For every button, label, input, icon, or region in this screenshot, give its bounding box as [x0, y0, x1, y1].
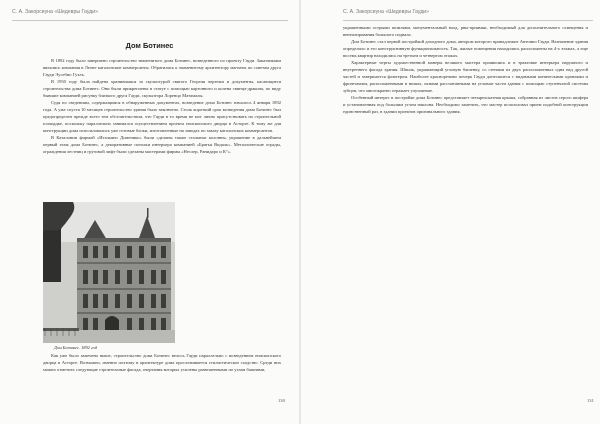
page-number: 131 [587, 398, 594, 403]
running-head: С. А. Закорсиуна «Шедевры Гауди» [343, 9, 430, 15]
paragraph: Характерные черты художественной манеры великого мастера проявились и в трактовке интерьера наружного и внутреннего фасада здания. Шпиль, украшающий угловую башенку, со стенами из двух расположенных одна над другой частей и завершается флюгером. Наиболее красноречиво почерк Гауди донесшиеся с видимыми коническими кровлями и фронтонами, расположенными в нишах, окнами рассчитанными на угловые части здания с помощью ступенчатой системы зубцов, что многократно отражает улучшение. [343, 60, 588, 94]
right-page [301, 0, 600, 424]
building-photo [43, 202, 175, 343]
paragraph: Судя по сведениям, содержащимся в обнаруженных документах, возведение дома Ботинес началось 4 января 1892 года. А уже спустя 10 месяцев строительство здания было закончено. Столь короткий срок возведения дома Ботинес был предопределен прежде всего тем обстоятельством, что Гауди в то время не мог лично присутствовать на строительной площадке, поскольку параллельно занимался осуществлением проекта епископского дворца в Асторге. К тому же для конструкции дома использовались уже готовые блоки, изготовленные на заводах по заказу каталонских коммерсантов. [43, 100, 281, 134]
header-rule [12, 20, 288, 21]
paragraph: В Каталонии фирмой «Итальяно Доменико» были сделаны также стальные колонны, украшение в дальнейшем первый этаж дома Ботинес, а декоративные потолки интерьера компанией «Братья Видаль». Металлические ограды, ограждения лестниц и грузовой лифт были сделаны мастерами фирмы «Неслер, Ранидаро и К°». [43, 135, 281, 155]
paragraph: украшенными острыми шпилями, монументальный вход, рвы-приямки, необходимый для дополнительного освещения и вентилирования большого подвала. [343, 25, 588, 38]
body-text-top [43, 57, 281, 155]
paragraph: Особенный интерес в постройке дома Ботинес представляет четырехскатная крыша, собранная из листов серого шифера и установленная под большим углом наклона. Необходимо заметить, что мастер использовал прием подобной конструкции единственный раз, в здании проектов оригинального здания. [343, 95, 588, 115]
body-text-bottom [43, 352, 281, 373]
body-text [343, 24, 588, 115]
photo-caption: Дом Ботинес. 1892 год [54, 345, 98, 350]
chapter-title: Дом Ботинес [125, 41, 174, 50]
left-page [0, 0, 299, 424]
header-rule [343, 20, 593, 21]
paragraph: Дом Ботинес стал первой постройкой доходного дома, автором которого принадлежит Антонио Гауди. Назначение здания определило и его конструктивную функциональность. Так, жилые помещения находились расположены на 4-х этажах, а еще восемь квартир находились на третьем и четвертом этажах. [343, 39, 588, 59]
paragraph: В 1892 году было завершено строительство знаменитого дома Ботинес, возведенного по проекту Гауди. Заказчиками являлись компания в Леоне каталонские коммерсанты. Обратились к знаменитому архитектору магнаты по советам друга Гауди Эусебио Гуэль. [43, 58, 281, 78]
page-number: 130 [278, 398, 285, 403]
running-head: С. А. Закорсиуна «Шедевры Гауди» [12, 9, 99, 15]
paragraph: В 1950 году была найдена хранившаяся за скульптурой святого Георгия чертежи и документы, касающиеся строительства дома Ботинес. Они были прикреплены в статуе с помощью картонного и колена свинца-дракона, по виду бывшие компанией рисунку близкого друга Гауди, скульптора Лоренцо Матамалы. [43, 79, 281, 99]
paragraph: Как уже было замечено выше, строительство дома Ботинес велось Гауди параллельно с возведением епископского дворца в Асторге. Возможно, именно поэтому в архитектуре дома прослеживается стилистическое сходство. Среди них можно отметить следующие строительные фасада, очертания которых усилены развешенными по углам башнями, [43, 353, 281, 373]
